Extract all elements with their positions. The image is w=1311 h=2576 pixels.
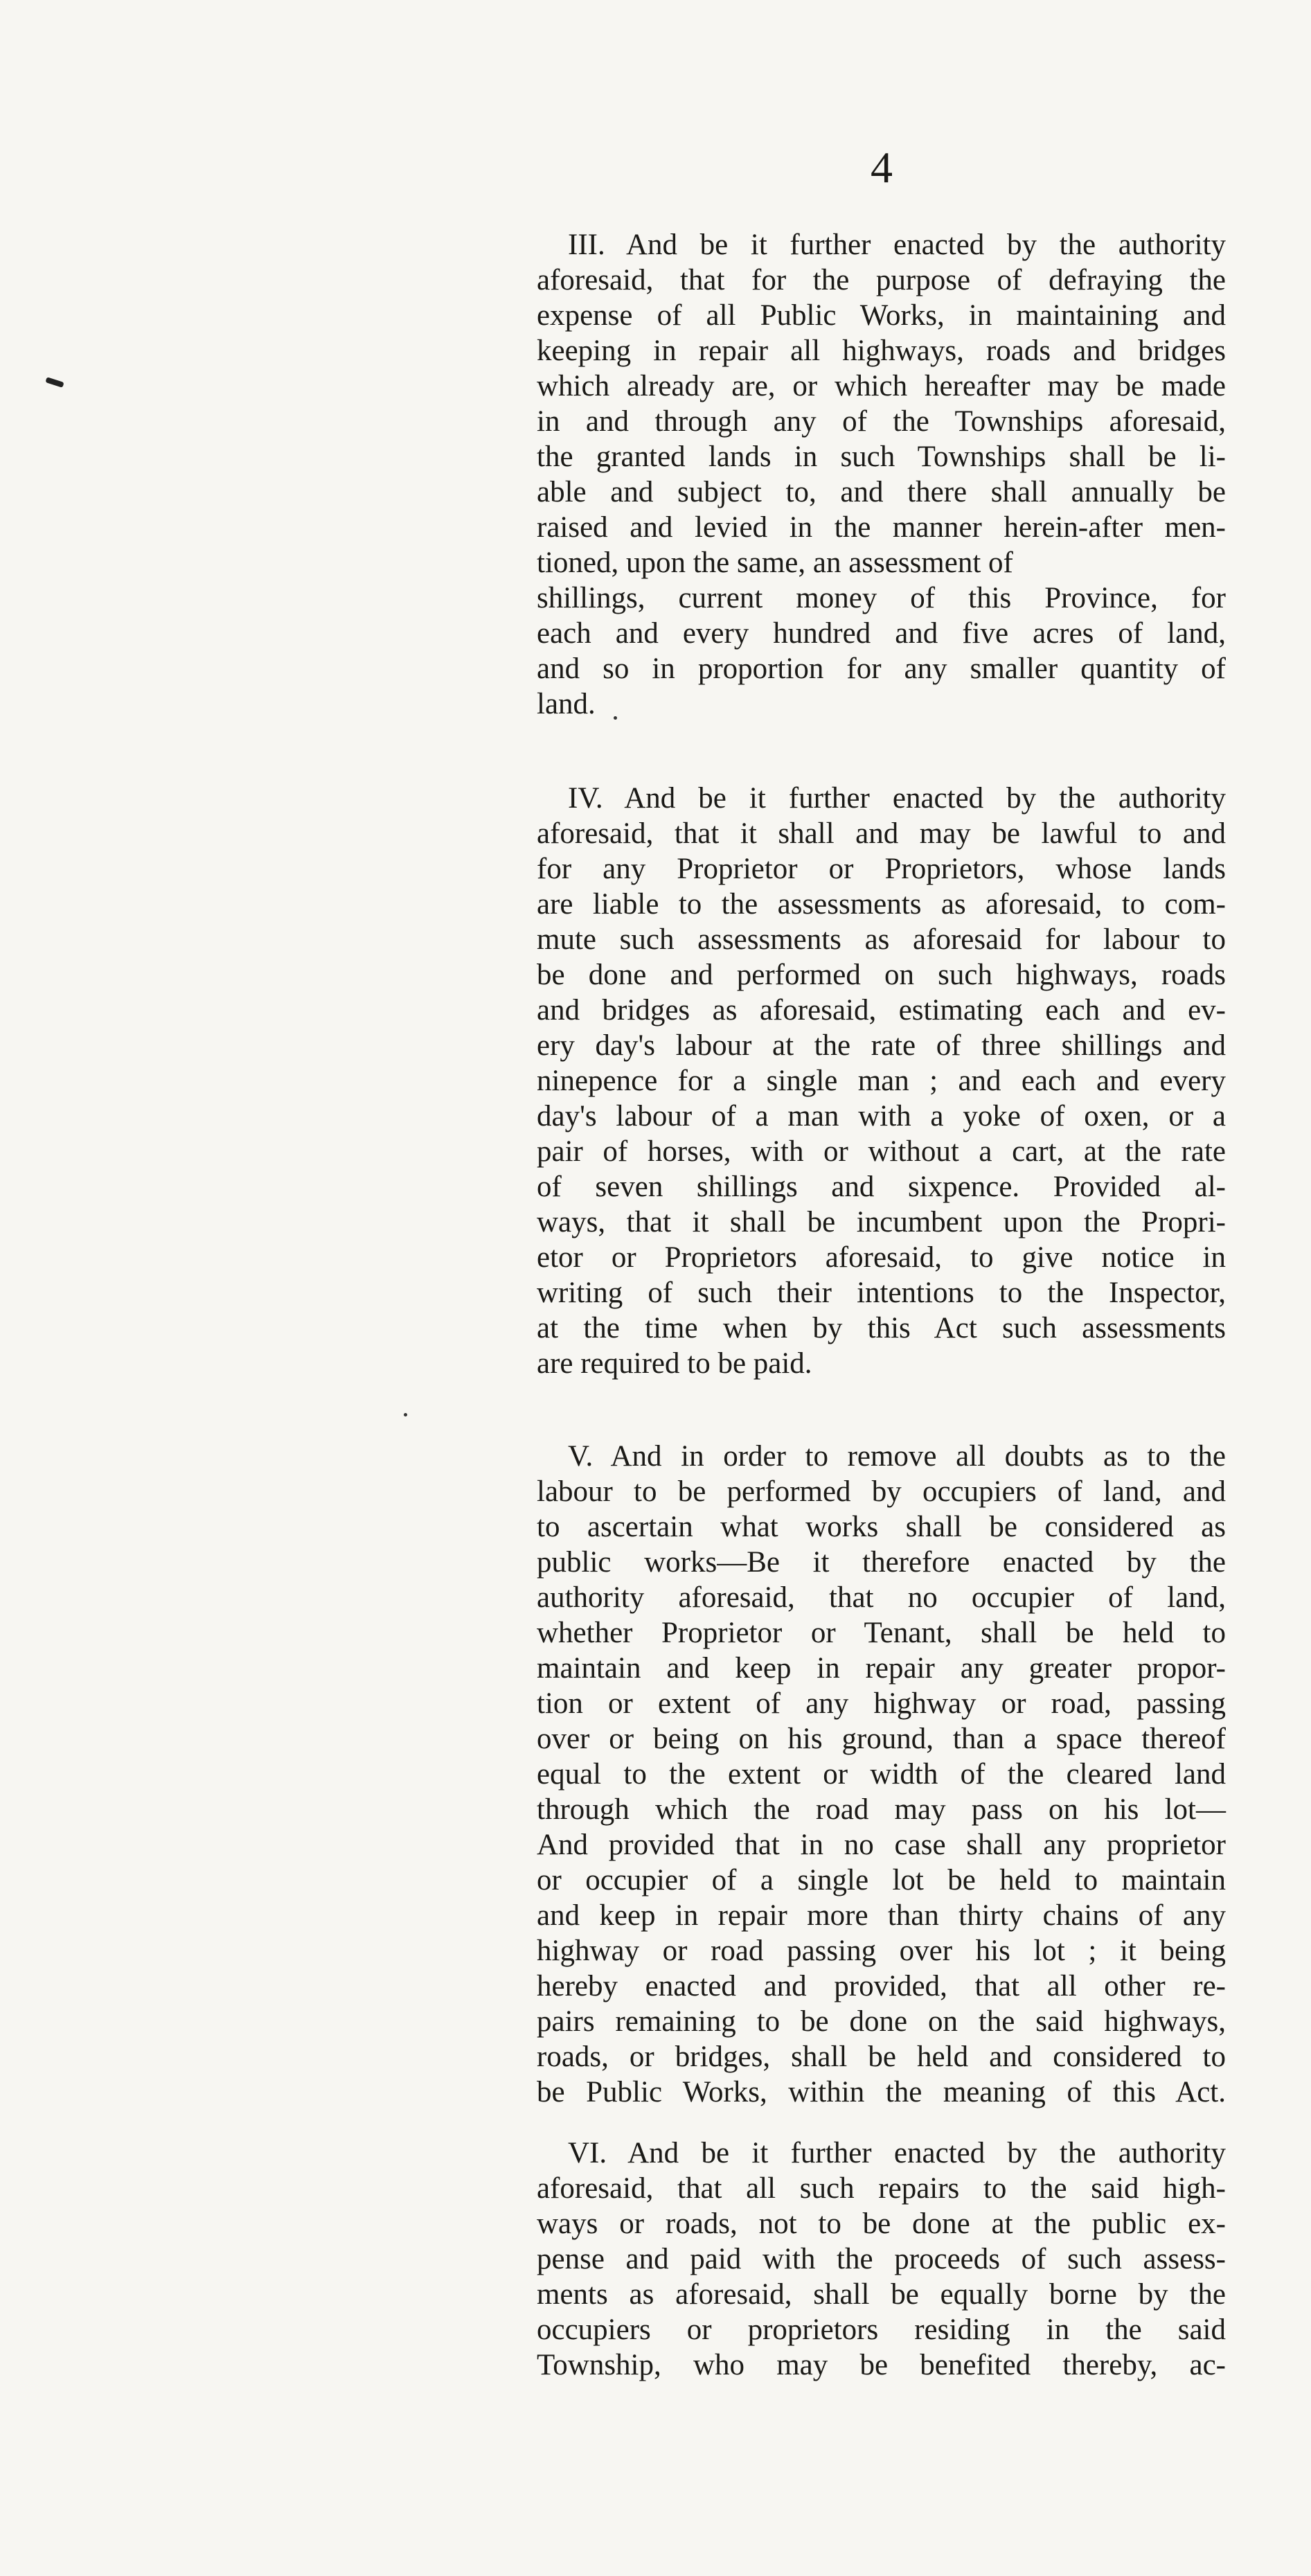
text-line: raised and levied in the manner herein-after men- [537,511,1226,544]
text-line: for any Proprietor or Proprietors, whose lands [537,853,1226,885]
text-line: aforesaid, that for the purpose of defraying the [537,264,1226,296]
text-line: whether Proprietor or Tenant, shall be held to [537,1617,1226,1649]
text-line: aforesaid, that it shall and may be lawful to and [537,817,1226,850]
text-line: ninepence for a single man ; and each and every [537,1065,1226,1097]
text-line: expense of all Public Works, in maintaining and [537,299,1226,332]
text-line: labour to be performed by occupiers of land, and [537,1475,1226,1508]
text-line: VI. And be it further enacted by the authority [568,2137,1226,2169]
text-line: ways, that it shall be incumbent upon the Propri- [537,1206,1226,1238]
text-line: the granted lands in such Townships shall be li- [537,441,1226,473]
text-line: occupiers or proprietors residing in the said [537,2313,1226,2346]
text-line: and keep in repair more than thirty chains of any [537,1899,1226,1932]
ink-mark [45,377,64,388]
text-line: Township, who may be benefited thereby, ac- [537,2349,1226,2381]
ink-speck [404,1413,407,1416]
text-line: V. And in order to remove all doubts as to the [568,1440,1226,1473]
text-line: public works—Be it therefore enacted by the [537,1546,1226,1579]
text-line: pense and paid with the proceeds of such assess- [537,2243,1226,2275]
text-line: mute such assessments as aforesaid for labour to [537,923,1226,956]
text-line: in and through any of the Townships aforesaid, [537,405,1226,438]
text-line: III. And be it further enacted by the authority [568,229,1226,261]
text-line: able and subject to, and there shall annually be [537,476,1226,508]
text-line: ments as aforesaid, shall be equally borne by the [537,2278,1226,2311]
text-line: be done and performed on such highways, roads [537,959,1226,991]
section-v [537,1439,1226,2110]
text-line: etor or Proprietors aforesaid, to give notice in [537,1241,1226,1274]
text-line: keeping in repair all highways, roads and bridges [537,335,1226,367]
text-line: maintain and keep in repair any greater propor- [537,1652,1226,1685]
text-line: authority aforesaid, that no occupier of land, [537,1581,1226,1614]
text-line: pair of horses, with or without a cart, at the rate [537,1135,1226,1168]
text-line: to ascertain what works shall be considered as [537,1511,1226,1543]
section-iv [537,781,1226,1381]
text-line: tion or extent of any highway or road, passing [537,1687,1226,1720]
text-line: land. [537,688,596,720]
section-iii [537,227,1226,722]
text-line: day's labour of a man with a yoke of oxen, or a [537,1100,1226,1132]
text-line: over or being on his ground, than a space thereof [537,1723,1226,1755]
text-line: And provided that in no case shall any proprietor [537,1829,1226,1861]
text-line: tioned, upon the same, an assessment of [537,547,1013,579]
section-vi [537,2135,1226,2383]
text-line: or occupier of a single lot be held to maintain [537,1864,1226,1897]
text-line: ways or roads, not to be done at the public ex- [537,2208,1226,2240]
text-line: of seven shillings and sixpence. Provided al- [537,1171,1226,1203]
text-line: ery day's labour at the rate of three shillings and [537,1029,1226,1062]
text-line: and bridges as aforesaid, estimating each and ev- [537,994,1226,1027]
text-line: are required to be paid. [537,1347,812,1380]
text-line: at the time when by this Act such assessments [537,1312,1226,1344]
text-line: hereby enacted and provided, that all other re- [537,1970,1226,2002]
text-line: and so in proportion for any smaller quantity of [537,652,1226,685]
text-line: IV. And be it further enacted by the authority [568,782,1226,815]
text-line: are liable to the assessments as aforesaid, to com- [537,888,1226,921]
text-line: equal to the extent or width of the cleared land [537,1758,1226,1791]
page-number: 4 [871,143,893,192]
text-line: highway or road passing over his lot ; it being [537,1935,1226,1967]
text-line: pairs remaining to be done on the said highways, [537,2005,1226,2038]
text-line: writing of such their intentions to the Inspector, [537,1277,1226,1309]
text-line: be Public Works, within the meaning of this Act. [537,2076,1226,2108]
text-line: through which the road may pass on his lot— [537,1793,1226,1826]
text-line: aforesaid, that all such repairs to the said high- [537,2172,1226,2205]
text-line: each and every hundred and five acres of land, [537,617,1226,650]
text-line: roads, or bridges, shall be held and considered to [537,2041,1226,2073]
text-line: shillings, current money of this Province, for [537,582,1226,614]
text-line: which already are, or which hereafter may be made [537,370,1226,402]
